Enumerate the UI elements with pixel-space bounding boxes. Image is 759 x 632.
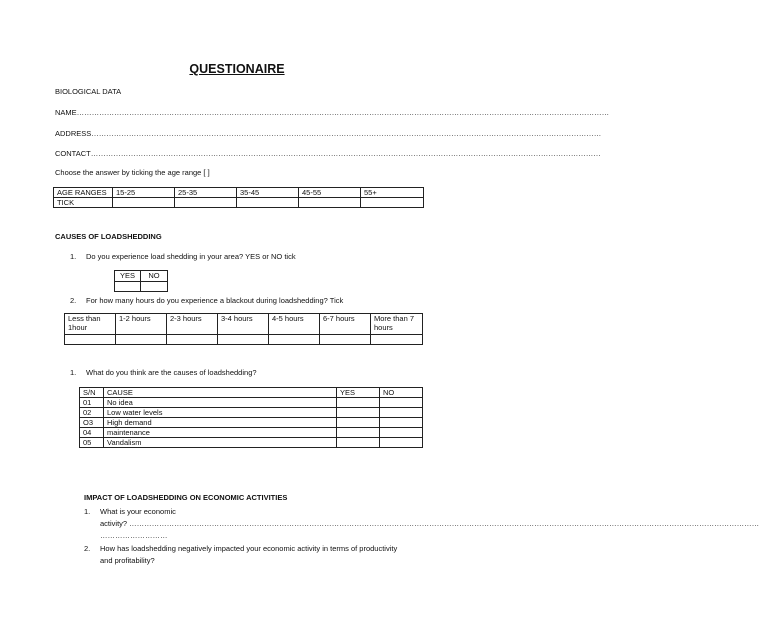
question-text: For how many hours do you experience a blackout during loadshedding? Tick — [86, 296, 344, 305]
question-number: 1. — [70, 252, 77, 261]
tick-cell[interactable] — [371, 335, 423, 345]
page-title: QUESTIONAIRE — [189, 62, 285, 76]
yes-header: YES — [115, 271, 141, 282]
no-tick-cell[interactable] — [141, 282, 168, 292]
sn-cell: 04 — [80, 428, 104, 438]
yes-header: YES — [337, 388, 380, 398]
question-number: 2. — [70, 296, 77, 305]
no-header: NO — [141, 271, 168, 282]
tick-cell[interactable] — [116, 335, 167, 345]
yes-tick-cell[interactable] — [337, 408, 380, 418]
no-header: NO — [380, 388, 423, 398]
causes-table — [79, 387, 423, 448]
cause-cell: High demand — [104, 418, 337, 428]
tick-row-label: TICK — [54, 198, 113, 208]
age-15-25-header: 15-25 — [113, 188, 175, 198]
causes-question-3 — [70, 368, 257, 377]
biological-data-heading: BIOLOGICAL DATA — [55, 87, 122, 96]
age-range-table — [53, 187, 424, 208]
hours-4-5: 4-5 hours — [269, 314, 320, 335]
causes-question-2 — [70, 296, 343, 305]
question-number: 1. — [84, 507, 91, 516]
cause-header: CAUSE — [104, 388, 337, 398]
yes-tick-cell[interactable] — [337, 428, 380, 438]
age-instruction: Choose the answer by ticking the age range [ ] — [55, 168, 210, 177]
yes-tick-cell[interactable] — [337, 438, 380, 448]
age-35-45-header: 35-45 — [237, 188, 299, 198]
no-tick-cell[interactable] — [380, 438, 423, 448]
age-ranges-header: AGE RANGES — [54, 188, 113, 198]
cause-cell: maintenance — [104, 428, 337, 438]
blackout-hours-table — [64, 313, 423, 345]
age-55-plus-header: 55+ — [361, 188, 424, 198]
table-row — [80, 418, 423, 428]
yes-tick-cell[interactable] — [115, 282, 141, 292]
hours-more-than-7: More than 7 hours — [371, 314, 423, 335]
sn-cell: 02 — [80, 408, 104, 418]
tick-cell[interactable] — [65, 335, 116, 345]
sn-cell: 01 — [80, 398, 104, 408]
tick-cell[interactable] — [237, 198, 299, 208]
question-text: What do you think are the causes of loadshedding? — [86, 368, 257, 377]
cause-cell: Vandalism — [104, 438, 337, 448]
tick-cell[interactable] — [113, 198, 175, 208]
age-25-35-header: 25-35 — [175, 188, 237, 198]
address-field[interactable]: ADDRESS…………………………………………………………………………………………………………………………………………………………………………………… — [55, 129, 602, 138]
no-tick-cell[interactable] — [380, 418, 423, 428]
sn-cell: 05 — [80, 438, 104, 448]
hours-3-4: 3-4 hours — [218, 314, 269, 335]
hours-less-than-1: Less than 1hour — [65, 314, 116, 335]
tick-cell[interactable] — [269, 335, 320, 345]
tick-cell[interactable] — [320, 335, 371, 345]
hours-6-7: 6-7 hours — [320, 314, 371, 335]
question-text: Do you experience load shedding in your area? YES or NO tick — [86, 252, 296, 261]
tick-cell[interactable] — [175, 198, 237, 208]
causes-question-1 — [70, 252, 296, 261]
table-row — [80, 428, 423, 438]
hours-1-2: 1-2 hours — [116, 314, 167, 335]
no-tick-cell[interactable] — [380, 428, 423, 438]
impact-question-1 — [84, 507, 176, 516]
yes-tick-cell[interactable] — [337, 418, 380, 428]
question-text: What is your economic — [100, 507, 176, 516]
economic-activity-field-continued[interactable]: ……………………… — [100, 531, 168, 540]
impact-question-2-continued: and profitability? — [100, 556, 155, 565]
impact-question-2 — [84, 544, 397, 553]
tick-cell[interactable] — [299, 198, 361, 208]
question-number: 1. — [70, 368, 77, 377]
hours-2-3: 2-3 hours — [167, 314, 218, 335]
yes-no-table — [114, 270, 168, 292]
cause-cell: Low water levels — [104, 408, 337, 418]
question-text: How has loadshedding negatively impacted your economic activity in terms of productivity — [100, 544, 398, 553]
table-row — [80, 438, 423, 448]
tick-cell[interactable] — [167, 335, 218, 345]
cause-cell: No idea — [104, 398, 337, 408]
table-row — [80, 408, 423, 418]
question-number: 2. — [84, 544, 91, 553]
no-tick-cell[interactable] — [380, 408, 423, 418]
table-row — [80, 398, 423, 408]
tick-cell[interactable] — [218, 335, 269, 345]
sn-header: S/N — [80, 388, 104, 398]
contact-field[interactable]: CONTACT…………………………………………………………………………………………………………………………………………………………………………………… — [55, 149, 601, 158]
tick-cell[interactable] — [361, 198, 424, 208]
age-45-55-header: 45-55 — [299, 188, 361, 198]
yes-tick-cell[interactable] — [337, 398, 380, 408]
causes-heading: CAUSES OF LOADSHEDDING — [55, 232, 162, 241]
economic-activity-field[interactable]: activity? ……………………………………………………………………………………………………………………………………………………………………………………………………………………………… — [100, 519, 759, 528]
impact-heading: IMPACT OF LOADSHEDDING ON ECONOMIC ACTIVITIES — [84, 493, 288, 502]
no-tick-cell[interactable] — [380, 398, 423, 408]
sn-cell: O3 — [80, 418, 104, 428]
name-field[interactable]: NAME…………………………………………………………………………………………………………………………………………………………………………………………… — [55, 108, 610, 117]
